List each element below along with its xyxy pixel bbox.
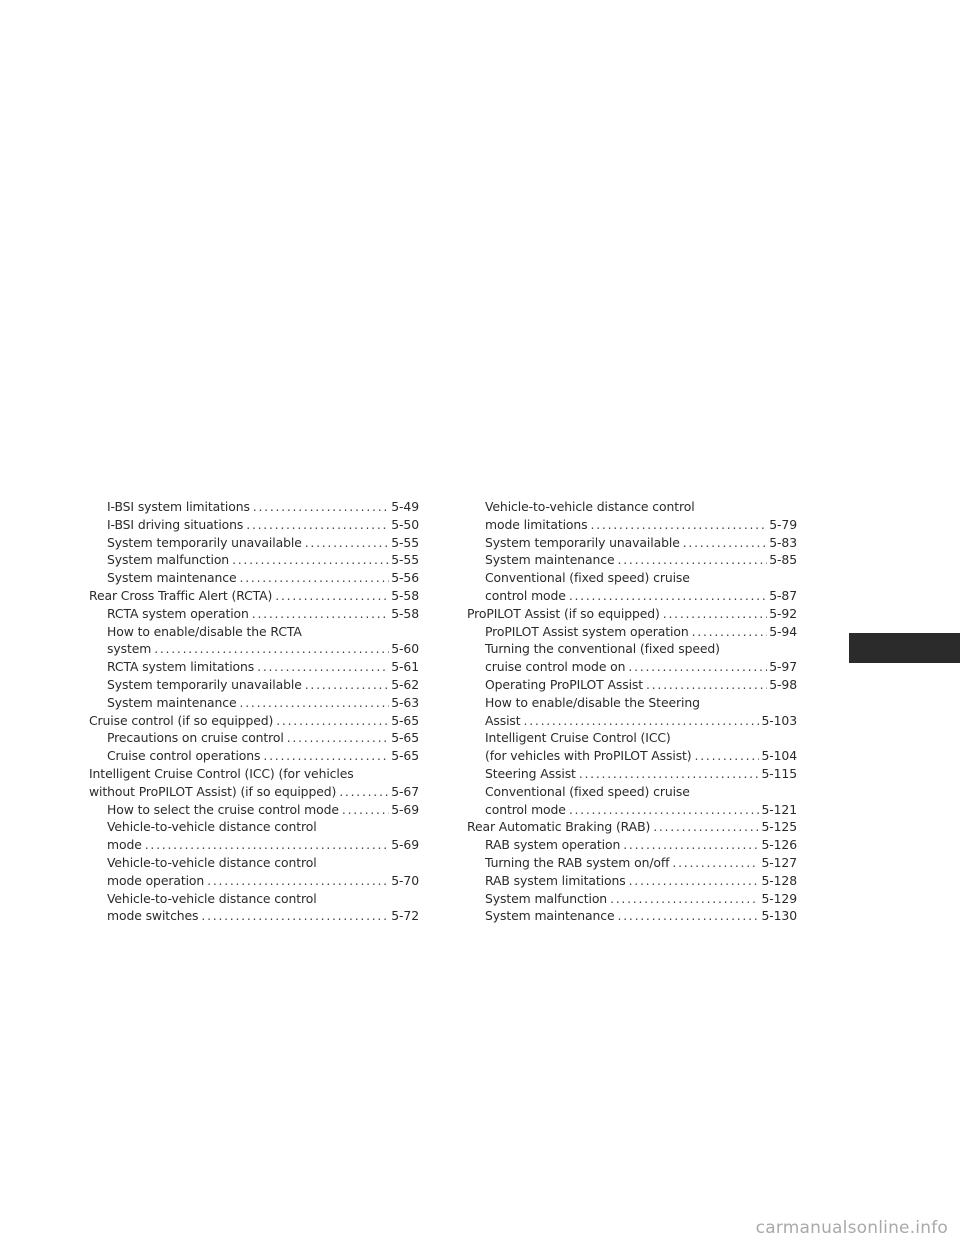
toc-entry[interactable]: [89, 747, 419, 765]
toc-entry-title: RAB system limitations: [485, 872, 626, 888]
toc-entry[interactable]: [467, 676, 797, 694]
toc-entry[interactable]: [89, 658, 419, 676]
toc-entry-title: ProPILOT Assist (if so equipped): [467, 605, 660, 621]
toc-entry-title: System maintenance: [485, 552, 615, 568]
toc-page-number: 5-67: [391, 783, 419, 799]
toc-entry-title: mode switches: [107, 908, 199, 924]
toc-entry-title: Steering Assist: [485, 765, 576, 781]
toc-entry[interactable]: [89, 712, 419, 730]
dot-leader: [246, 516, 389, 534]
dot-leader: [569, 801, 760, 819]
dot-leader: [610, 890, 759, 908]
dot-leader: [232, 551, 389, 569]
toc-entry[interactable]: [467, 890, 797, 908]
toc-page-number: 5-79: [769, 516, 797, 532]
toc-page-number: 5-63: [391, 694, 419, 710]
toc-entry[interactable]: [89, 498, 419, 516]
toc-entry-title: System temporarily unavailable: [107, 676, 302, 692]
dot-leader: [672, 854, 759, 872]
dot-leader: [339, 783, 389, 801]
toc-entry-title: Operating ProPILOT Assist: [485, 676, 644, 692]
toc-entry-title-line: Vehicle-to-vehicle distance control: [107, 819, 317, 835]
toc-page-number: 5-61: [391, 659, 419, 675]
toc-page-number: 5-50: [391, 516, 419, 532]
toc-entry-title: control mode: [485, 801, 566, 817]
toc-page-number: 5-70: [391, 872, 419, 888]
dot-leader: [154, 640, 389, 658]
toc-entry-title-line: Vehicle-to-vehicle distance control: [485, 499, 695, 514]
toc-entry-title-line: How to enable/disable the Steering: [485, 694, 700, 710]
toc-page-number: 5-127: [761, 854, 797, 870]
toc-entry[interactable]: [89, 694, 419, 712]
dot-leader: [207, 872, 389, 890]
dot-leader: [342, 801, 389, 819]
dot-leader: [623, 836, 759, 854]
toc-entry[interactable]: [467, 623, 797, 641]
toc-entry-title-line: Vehicle-to-vehicle distance control: [107, 890, 317, 906]
dot-leader: [275, 587, 389, 605]
toc-page-number: 5-55: [391, 552, 419, 568]
toc-entry[interactable]: [467, 551, 797, 569]
dot-leader: [579, 765, 760, 783]
toc-page-number: 5-83: [769, 534, 797, 550]
toc-entry-title: I-BSI system limitations: [107, 499, 250, 514]
toc-entry-title: mode operation: [107, 872, 205, 888]
toc-entry[interactable]: [467, 765, 797, 783]
watermark-text: carmanualsonline.info: [755, 1218, 948, 1238]
toc-entry-title: System temporarily unavailable: [107, 534, 302, 550]
toc-entry[interactable]: [89, 534, 419, 552]
dot-leader: [653, 818, 759, 836]
dot-leader: [240, 569, 390, 587]
toc-page-number: 5-65: [391, 748, 419, 764]
toc-page-number: 5-92: [769, 605, 797, 621]
toc-entry[interactable]: [467, 640, 797, 676]
toc-entry[interactable]: [467, 694, 797, 730]
dot-leader: [629, 872, 760, 890]
dot-leader: [618, 907, 760, 925]
toc-page-number: 5-62: [391, 676, 419, 692]
toc-page-number: 5-60: [391, 641, 419, 657]
dot-leader: [524, 712, 760, 730]
toc-page-number: 5-85: [769, 552, 797, 568]
toc-page-number: 5-49: [391, 499, 419, 514]
dot-leader: [145, 836, 390, 854]
toc-page-number: 5-130: [761, 908, 797, 924]
chapter-thumb-tab: [849, 633, 960, 663]
toc-entry-title: System malfunction: [107, 552, 230, 568]
dot-leader: [253, 498, 389, 516]
toc-entry[interactable]: [467, 569, 797, 605]
toc-entry[interactable]: [467, 498, 797, 534]
dot-leader: [252, 605, 389, 623]
toc-entry-title: RCTA system limitations: [107, 659, 255, 675]
toc-page-number: 5-58: [391, 605, 419, 621]
toc-entry[interactable]: [89, 890, 419, 926]
toc-page-number: 5-87: [769, 587, 797, 603]
dot-leader: [257, 658, 389, 676]
toc-entry[interactable]: [89, 676, 419, 694]
toc-entry-title: mode: [107, 837, 142, 853]
toc-entry-title-line: Vehicle-to-vehicle distance control: [107, 854, 317, 870]
toc-entry[interactable]: [467, 836, 797, 854]
toc-page-number: 5-128: [761, 872, 797, 888]
dot-leader: [201, 907, 389, 925]
toc-entry-title: How to select the cruise control mode: [107, 801, 339, 817]
toc-entry-title: without ProPILOT Assist) (if so equipped): [89, 783, 337, 799]
toc-page-number: 5-69: [391, 801, 419, 817]
toc-entry[interactable]: [89, 854, 419, 890]
toc-right-column: [467, 498, 797, 925]
toc-page-number: 5-115: [761, 765, 797, 781]
toc-entry[interactable]: [467, 783, 797, 819]
dot-leader: [276, 712, 389, 730]
toc-page-number: 5-104: [761, 748, 797, 764]
toc-entry-title: Precautions on cruise control: [107, 730, 284, 746]
dot-leader: [618, 551, 768, 569]
toc-entry-title-line: Turning the conventional (fixed speed): [485, 641, 720, 657]
toc-entry[interactable]: [467, 907, 797, 925]
toc-entry[interactable]: [89, 516, 419, 534]
dot-leader: [569, 587, 767, 605]
toc-entry-title-line: Intelligent Cruise Control (ICC): [485, 730, 671, 746]
toc-page-number: 5-56: [391, 570, 419, 586]
toc-entry-title-line: Intelligent Cruise Control (ICC) (for vehicles: [89, 765, 354, 781]
toc-page-number: 5-103: [761, 712, 797, 728]
toc-page-number: 5-65: [391, 712, 419, 728]
toc-left-column: [89, 498, 419, 925]
toc-entry-title: System malfunction: [485, 890, 608, 906]
toc-entry[interactable]: [89, 729, 419, 747]
toc-entry-title: Cruise control (if so equipped): [89, 712, 274, 728]
toc-entry[interactable]: [89, 605, 419, 623]
toc-entry[interactable]: [89, 801, 419, 819]
toc-entry-title: (for vehicles with ProPILOT Assist): [485, 748, 692, 764]
toc-entry-title: System maintenance: [107, 694, 237, 710]
toc-entry-title: cruise control mode on: [485, 659, 626, 675]
dot-leader: [305, 534, 390, 552]
toc-entry[interactable]: [467, 854, 797, 872]
toc-entry-title: System temporarily unavailable: [485, 534, 680, 550]
dot-leader: [591, 516, 768, 534]
toc-entry[interactable]: [89, 623, 419, 659]
dot-leader: [628, 658, 767, 676]
toc-entry-title: RCTA system operation: [107, 605, 249, 621]
toc-page-number: 5-72: [391, 908, 419, 924]
toc-entry-title-line: Conventional (fixed speed) cruise: [485, 783, 690, 799]
toc-page-number: 5-126: [761, 837, 797, 853]
toc-entry-title-line: How to enable/disable the RCTA: [107, 623, 302, 639]
toc-page-number: 5-129: [761, 890, 797, 906]
dot-leader: [287, 729, 390, 747]
toc-page-number: 5-58: [391, 587, 419, 603]
dot-leader: [305, 676, 390, 694]
toc-entry-title: I-BSI driving situations: [107, 516, 244, 532]
toc-page-number: 5-98: [769, 676, 797, 692]
toc-entry-title: System maintenance: [107, 570, 237, 586]
toc-page-number: 5-97: [769, 659, 797, 675]
toc-page-number: 5-65: [391, 730, 419, 746]
dot-leader: [692, 623, 768, 641]
toc-page-number: 5-125: [761, 819, 797, 835]
toc-entry[interactable]: [467, 729, 797, 765]
toc-entry-title: mode limitations: [485, 516, 588, 532]
toc-entry-title: Assist: [485, 712, 521, 728]
toc-entry-title: system: [107, 641, 152, 657]
toc-entry[interactable]: [467, 818, 797, 836]
dot-leader: [663, 605, 767, 623]
toc-entry-title: Rear Cross Traffic Alert (RCTA): [89, 587, 273, 603]
toc-entry[interactable]: [89, 587, 419, 605]
toc-entry[interactable]: [467, 534, 797, 552]
toc-entry-title: System maintenance: [485, 908, 615, 924]
dot-leader: [263, 747, 389, 765]
toc-entry[interactable]: [89, 818, 419, 854]
toc-entry[interactable]: [89, 551, 419, 569]
toc-page-number: 5-94: [769, 623, 797, 639]
toc-entry[interactable]: [467, 872, 797, 890]
toc-entry[interactable]: [89, 569, 419, 587]
toc-entry-title: control mode: [485, 587, 566, 603]
toc-entry-title: ProPILOT Assist system operation: [485, 623, 689, 639]
dot-leader: [683, 534, 768, 552]
dot-leader: [240, 694, 390, 712]
toc-entry-title: Turning the RAB system on/off: [485, 854, 670, 870]
toc-entry[interactable]: [89, 765, 419, 801]
toc-entry-title: RAB system operation: [485, 837, 621, 853]
toc-entry-title-line: Conventional (fixed speed) cruise: [485, 570, 690, 586]
dot-leader: [695, 747, 760, 765]
dot-leader: [646, 676, 767, 694]
toc-entry[interactable]: [467, 605, 797, 623]
toc-entry-title: Rear Automatic Braking (RAB): [467, 819, 651, 835]
toc-page-number: 5-121: [761, 801, 797, 817]
toc-entry-title: Cruise control operations: [107, 748, 261, 764]
toc-page-number: 5-69: [391, 837, 419, 853]
toc-page-number: 5-55: [391, 534, 419, 550]
